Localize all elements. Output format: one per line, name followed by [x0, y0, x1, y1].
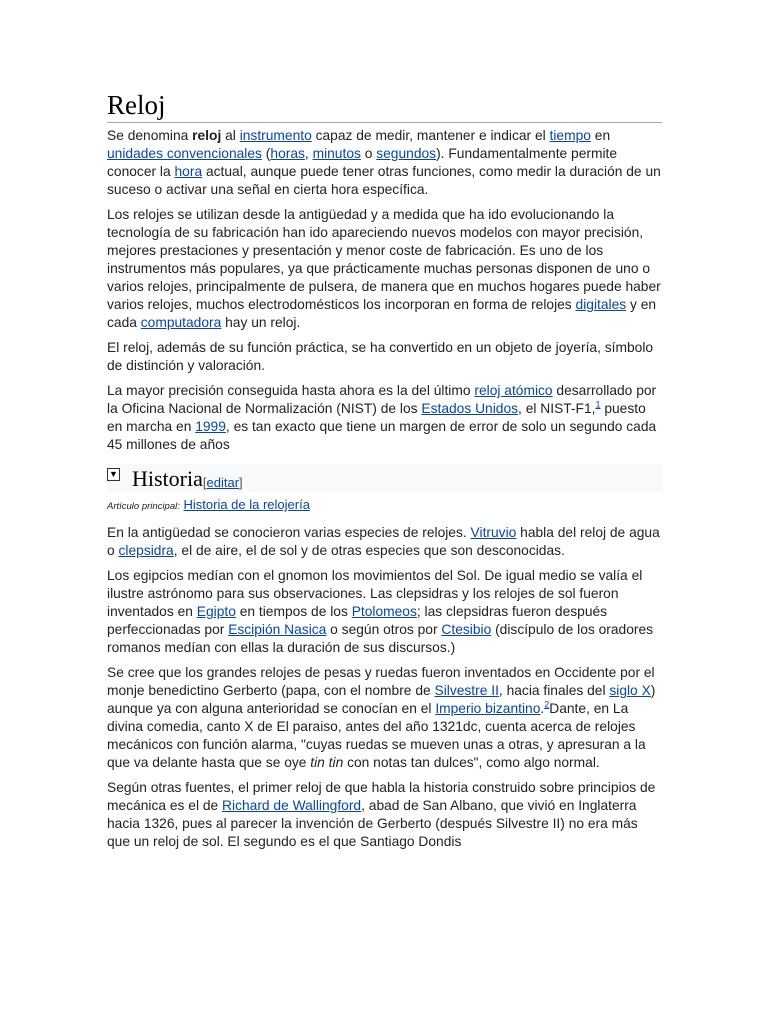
text: o [360, 146, 377, 161]
link-computadora[interactable]: computadora [140, 315, 222, 330]
link-ctesibio[interactable]: Ctesibio [441, 622, 492, 637]
text: ; las clepsidras fueron después perfeccionadas por [107, 604, 608, 637]
text: Los relojes se utilizan desde la antigüedad y a medida que ha ido evolucionando la tecnología de su fabricación han ido apareciendo nuevos modelos con mayor precisión, mejores prestaciones y presentación y menor coste de fabricación. Es uno de los instrumentos más populares, ya que prácticamente muchas personas disponen de uno o varios relojes, principalmente de pulsera, de manera que en muchos hogares puede haber varios relojes, muchos electrodomésticos los incorporan en forma de relojes [107, 207, 661, 312]
text: capaz de medir, mantener e indicar el [311, 128, 550, 143]
reference-2[interactable]: 2 [544, 699, 550, 710]
paragraph-jewelry: El reloj, además de su función práctica, se ha convertido en un objeto de joyería, símbolo de distinción y valoración. [107, 340, 654, 373]
text: ( [261, 146, 271, 161]
link-siglo-x[interactable]: siglo X [609, 683, 651, 698]
text: , el de aire, el de sol y de otras especies que son desconocidas. [173, 543, 565, 558]
text: y en cada [107, 297, 657, 330]
link-clepsidra[interactable]: clepsidra [118, 543, 174, 558]
bracket: ] [239, 475, 243, 490]
paragraph-uses [107, 206, 662, 332]
link-instrumento[interactable]: instrumento [239, 128, 312, 143]
text: , el NIST-F1, [518, 401, 596, 416]
text: Según otras fuentes, el primer reloj de que habla la historia construido sobre principios de mecánica es el de [107, 780, 656, 813]
reference-1[interactable]: 1 [595, 399, 601, 410]
link-estados-unidos[interactable]: Estados Unidos [421, 401, 519, 416]
page-title: Reloj [107, 90, 662, 123]
link-digitales[interactable]: digitales [575, 297, 627, 312]
text: (discípulo de los oradores romanos medían con ellas la duración de sus discursos.) [107, 622, 654, 655]
link-ptolomeos[interactable]: Ptolomeos [351, 604, 417, 619]
text: hay un reloj. [221, 315, 301, 330]
text: habla del reloj de agua o [107, 525, 660, 558]
history-paragraph-1 [107, 524, 662, 560]
link-richard-de-wallingford[interactable]: Richard de Wallingford [222, 798, 362, 813]
link-minutos[interactable]: minutos [312, 146, 361, 161]
text: puesto en marcha en [107, 401, 646, 434]
bold-term: reloj [192, 128, 222, 143]
text: con notas tan dulces", como algo normal. [343, 755, 600, 770]
text: , abad de San Albano, que vivió en Inglaterra hacia 1326, pues al parecer la invención de Gerberto (después Silvestre II) no era más que un reloj de sol. El segundo es el que Santiago Dondis [107, 798, 638, 849]
link-imperio-bizantino[interactable]: Imperio bizantino [435, 701, 541, 716]
text: en [590, 128, 611, 143]
text: ). Fundamentalmente permite conocer la [107, 146, 618, 179]
collapse-toggle-icon[interactable]: ▼ [107, 468, 120, 481]
history-paragraph-3 [107, 664, 662, 772]
link-reloj-atomico[interactable]: reloj atómico [474, 383, 553, 398]
text: Se cree que los grandes relojes de pesas y ruedas fueron inventados en Occidente por el monje benedictino Gerberto (papa, con el nombre de [107, 665, 655, 698]
text: ) aunque ya con alguna anterioridad se conocían en el [107, 683, 656, 716]
intro-paragraph [107, 127, 662, 199]
history-paragraph-2 [107, 567, 662, 657]
main-article-label: Artículo principal: [107, 501, 180, 512]
link-silvestre-ii[interactable]: Silvestre II [434, 683, 499, 698]
section-header-historia [107, 464, 662, 492]
section-title: Historia [132, 466, 203, 491]
bracket: [ [202, 475, 207, 490]
link-hora[interactable]: hora [174, 164, 203, 179]
text: al [221, 128, 240, 143]
text: , [304, 146, 313, 161]
paragraph-precision [107, 382, 662, 454]
italic-text: tin tin [310, 755, 344, 770]
text: Se denomina [107, 128, 193, 143]
link-unidades-convencionales[interactable]: unidades convencionales [107, 146, 262, 161]
text: , es tan exacto que tiene un margen de error de solo un segundo cada 45 millones de años [107, 419, 657, 452]
edit-button[interactable]: editar [206, 475, 240, 490]
main-article-note [107, 496, 662, 515]
text: o según otros por [326, 622, 442, 637]
text: Dante, en La divina comedia, canto X de El paraiso, antes del año 1321dc, cuenta acerca de relojes mecánicos con función alarma, "cuyas ruedas se mueven unas a otras, y apresuran a la que va delante hasta que se oye [107, 701, 646, 770]
article-content [107, 90, 662, 858]
history-paragraph-4 [107, 779, 662, 851]
link-historia-relojeria[interactable]: Historia de la relojería [183, 497, 310, 512]
text: en tiempos de los [235, 604, 352, 619]
text: La mayor precisión conseguida hasta ahora es la del último [107, 383, 475, 398]
text: , hacia finales del [498, 683, 610, 698]
text: desarrollado por la Oficina Nacional de Normalización (NIST) de los [107, 383, 657, 416]
text: Los egipcios medían con el gnomon los movimientos del Sol. De igual medio se valía el ilustre astrónomo para sus observaciones. Las clepsidras y los relojes de sol fueron inventados en [107, 568, 643, 619]
link-segundos[interactable]: segundos [376, 146, 437, 161]
text: . [540, 701, 545, 716]
link-horas[interactable]: horas [270, 146, 305, 161]
text: actual, aunque puede tener otras funciones, como medir la duración de un suceso o activar una señal en cierta hora específica. [107, 164, 661, 197]
text: En la antigüedad se conocieron varias especies de relojes. [107, 525, 471, 540]
link-vitruvio[interactable]: Vitruvio [470, 525, 517, 540]
edit-section-link [203, 475, 243, 490]
link-egipto[interactable]: Egipto [196, 604, 236, 619]
link-escipion-nasica[interactable]: Escipión Nasica [228, 622, 327, 637]
link-tiempo[interactable]: tiempo [549, 128, 591, 143]
link-1999[interactable]: 1999 [195, 419, 226, 434]
